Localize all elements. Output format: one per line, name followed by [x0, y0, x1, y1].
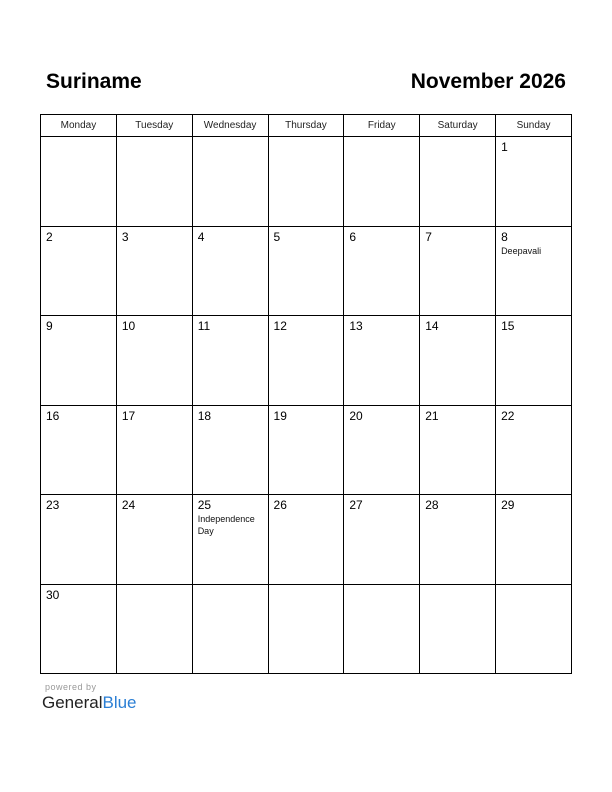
footer-branding — [42, 682, 137, 713]
day-cell[interactable] — [41, 495, 117, 585]
calendar-body — [41, 137, 572, 674]
day-number: 30 — [46, 587, 60, 602]
generalblue-logo[interactable] — [42, 693, 137, 713]
holiday-label: Independence Day — [197, 514, 255, 536]
week-row — [41, 226, 572, 316]
day-cell[interactable] — [41, 584, 117, 674]
weekday-friday: Friday — [344, 115, 420, 137]
day-cell[interactable] — [116, 405, 192, 495]
day-cell[interactable] — [496, 137, 572, 227]
day-cell — [268, 584, 344, 674]
day-cell[interactable] — [496, 316, 572, 406]
day-number: 19 — [273, 408, 287, 423]
week-row — [41, 137, 572, 227]
weekday-wednesday: Wednesday — [192, 115, 268, 137]
week-row — [41, 316, 572, 406]
powered-by-text: powered by — [45, 682, 97, 692]
day-cell[interactable] — [420, 405, 496, 495]
weekday-tuesday: Tuesday — [116, 115, 192, 137]
calendar-header — [46, 70, 566, 100]
brand-blue-text: Blue — [102, 693, 137, 712]
day-cell[interactable] — [192, 405, 268, 495]
day-number: 26 — [273, 498, 287, 512]
day-cell[interactable] — [496, 495, 572, 585]
week-row — [41, 405, 572, 495]
day-cell[interactable] — [496, 405, 572, 495]
calendar-grid — [40, 114, 572, 674]
day-cell[interactable] — [192, 495, 268, 585]
day-number: 16 — [46, 408, 60, 423]
day-cell[interactable] — [116, 316, 192, 406]
weekday-sunday: Sunday — [496, 115, 572, 137]
day-number: 28 — [425, 498, 439, 512]
day-cell — [116, 137, 192, 227]
day-cell[interactable] — [116, 226, 192, 316]
month-title: November 2026 — [410, 70, 566, 93]
holiday-label: Deepavali — [501, 245, 542, 256]
day-cell — [116, 584, 192, 674]
day-number: 15 — [501, 319, 515, 333]
day-cell[interactable] — [344, 495, 420, 585]
day-cell[interactable] — [420, 495, 496, 585]
day-cell[interactable] — [41, 405, 117, 495]
day-cell[interactable] — [496, 226, 572, 316]
day-number: 27 — [349, 498, 363, 512]
day-number: 20 — [349, 408, 363, 423]
day-number: 17 — [121, 408, 136, 423]
day-number: 29 — [501, 498, 515, 512]
weekday-thursday: Thursday — [268, 115, 344, 137]
day-cell — [344, 584, 420, 674]
day-number: 12 — [273, 319, 287, 333]
week-row — [41, 495, 572, 585]
day-cell — [192, 584, 268, 674]
day-number: 18 — [197, 408, 212, 423]
day-number: 2 — [46, 229, 53, 244]
day-cell[interactable] — [192, 226, 268, 316]
day-number: 8 — [501, 229, 508, 244]
day-number: 5 — [273, 229, 281, 244]
day-number: 6 — [349, 229, 357, 244]
day-number: 9 — [46, 319, 53, 333]
day-number: 21 — [425, 408, 439, 423]
day-cell — [41, 137, 117, 227]
day-number: 11 — [197, 319, 211, 333]
day-cell[interactable] — [344, 316, 420, 406]
brand-general-text: General — [42, 693, 103, 712]
day-cell — [420, 584, 496, 674]
day-number: 10 — [121, 319, 136, 333]
day-cell — [344, 137, 420, 227]
week-row — [41, 584, 572, 674]
weekday-header-row — [41, 115, 572, 137]
day-cell[interactable] — [344, 226, 420, 316]
day-number: 14 — [425, 319, 439, 333]
day-cell[interactable] — [344, 405, 420, 495]
day-cell — [496, 584, 572, 674]
day-number: 3 — [121, 229, 129, 244]
day-number: 7 — [425, 229, 432, 244]
day-number: 1 — [501, 140, 508, 154]
day-number: 24 — [121, 498, 136, 512]
day-cell[interactable] — [268, 495, 344, 585]
country-title: Suriname — [46, 70, 142, 93]
day-cell[interactable] — [41, 226, 117, 316]
weekday-saturday: Saturday — [420, 115, 496, 137]
weekday-monday: Monday — [41, 115, 117, 137]
day-cell[interactable] — [268, 226, 344, 316]
day-number: 23 — [46, 498, 60, 512]
day-cell[interactable] — [116, 495, 192, 585]
day-number: 25 — [197, 498, 212, 512]
day-cell — [192, 137, 268, 227]
day-number: 22 — [501, 408, 515, 423]
day-cell[interactable] — [41, 316, 117, 406]
day-cell[interactable] — [268, 405, 344, 495]
day-cell — [420, 137, 496, 227]
day-number: 4 — [197, 229, 205, 244]
day-cell[interactable] — [268, 316, 344, 406]
day-cell — [268, 137, 344, 227]
day-number: 13 — [349, 319, 363, 333]
day-cell[interactable] — [192, 316, 268, 406]
day-cell[interactable] — [420, 316, 496, 406]
day-cell[interactable] — [420, 226, 496, 316]
